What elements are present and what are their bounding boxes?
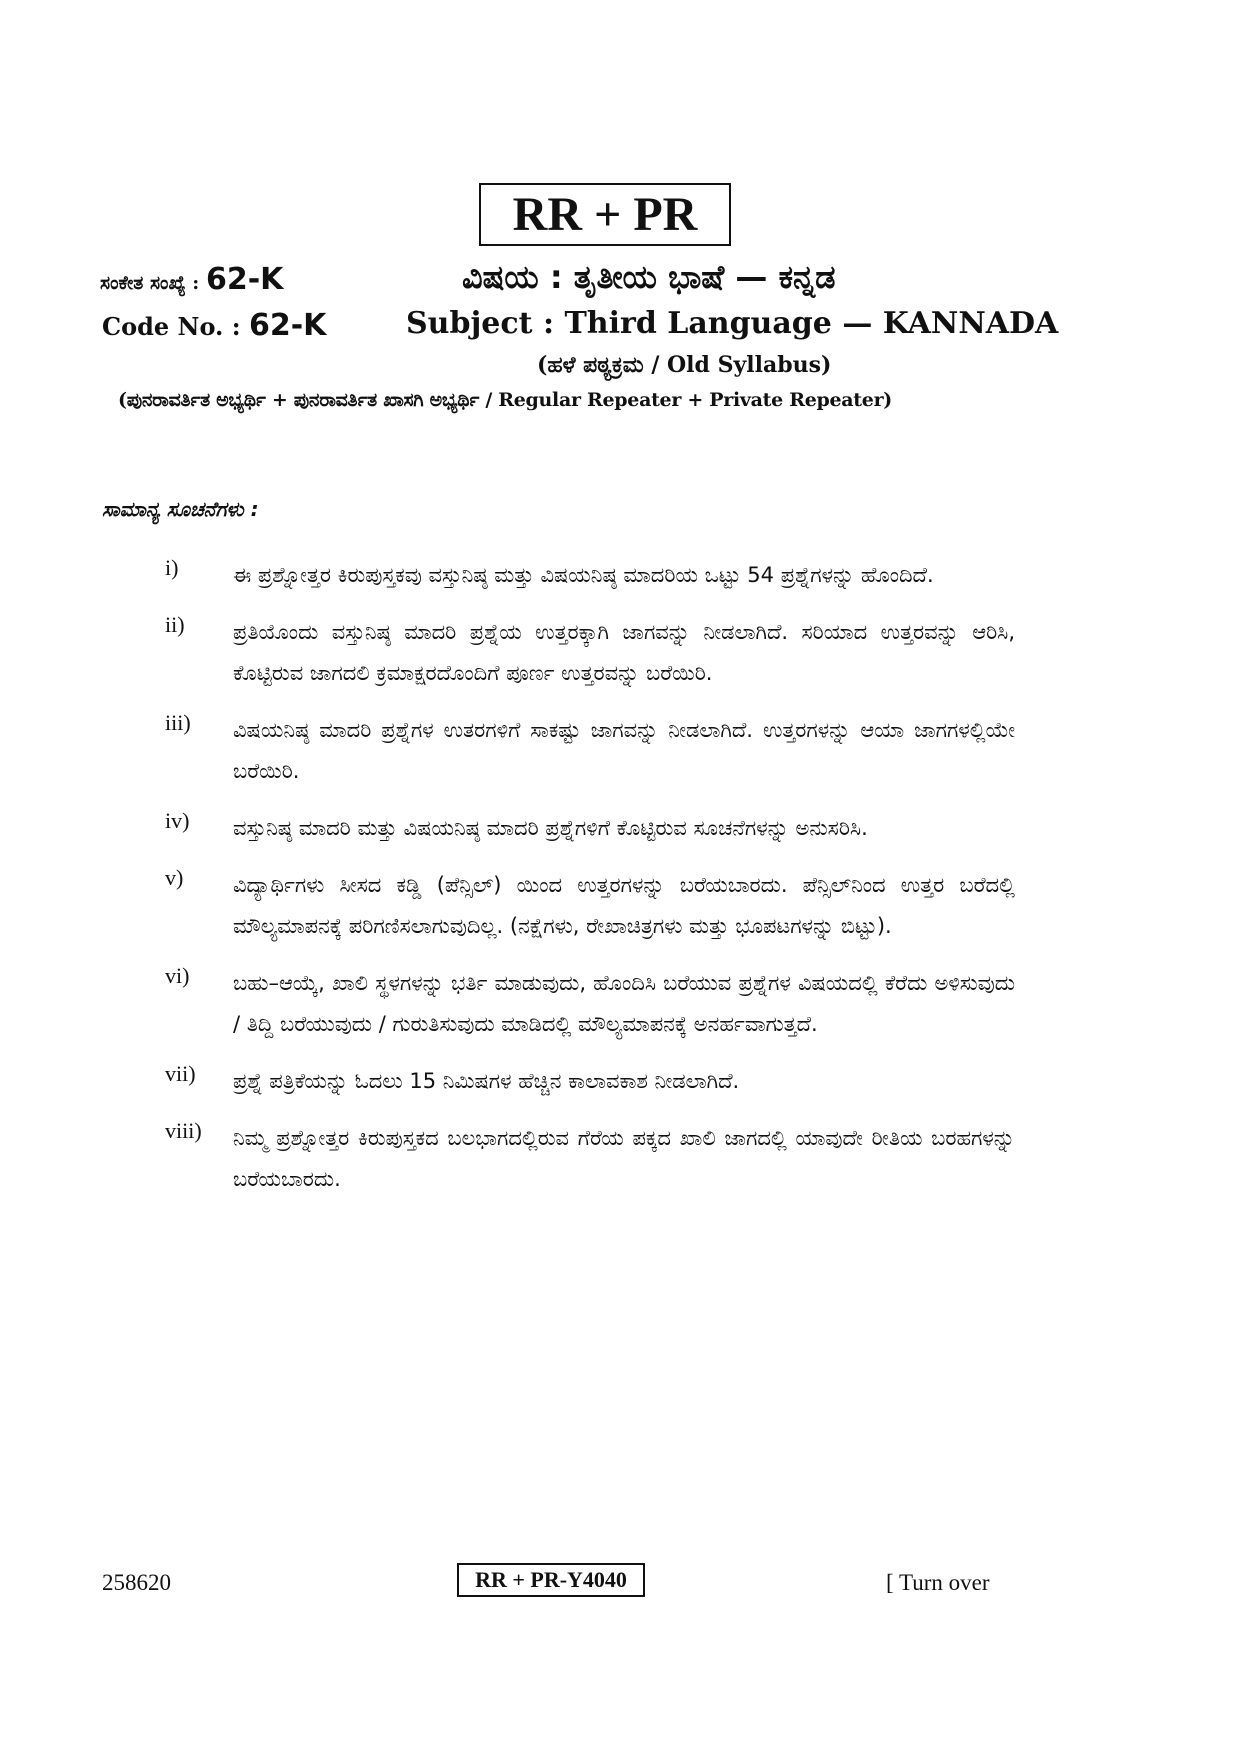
subject-kannada: ವಿಷಯ : ತೃತೀಯ ಭಾಷೆ — ಕನ್ನಡ — [462, 258, 836, 296]
code-number-english — [102, 308, 326, 343]
item-number: vii) — [165, 1061, 196, 1086]
footer-code-label: RR + PR-Y4040 — [475, 1567, 627, 1592]
code-value-kannada: 62-K — [205, 262, 284, 297]
item-text: ನಿಮ್ಮ ಪ್ರಶ್ನೋತ್ತರ ಕಿರುಪುಸ್ತಕದ ಬಲಭಾಗದಲ್ಲಿರುವ ಗೆರೆಯ ಪಕ್ಕದ ಖಾಲಿ ಜಾಗದಲ್ಲಿ ಯಾವುದೇ ರೀತಿಯ ಬರಹಗಳನ್ನು ಬರೆಯಬಾರದು. — [233, 1126, 1015, 1191]
code-label-english: Code No. : — [102, 312, 241, 341]
item-number: ii) — [165, 612, 185, 637]
candidate-type: (ಪುನರಾವರ್ತಿತ ಅಭ್ಯರ್ಥಿ + ಪುನರಾವರ್ತಿತ ಖಾಸಗಿ ಅಭ್ಯರ್ಥಿ / Regular Repeater + Private Repeater) — [118, 389, 892, 411]
syllabus-label: (ಹಳೆ ಪಠ್ಯಕ್ರಮ / Old Syllabus) — [537, 352, 832, 378]
item-text: ಪ್ರಶ್ನೆ ಪತ್ರಿಕೆಯನ್ನು ಓದಲು 15 ನಿಮಿಷಗಳ ಹೆಚ್ಚಿನ ಕಾಲಾವಕಾಶ ನೀಡಲಾಗಿದೆ. — [233, 1069, 740, 1093]
list-item — [165, 865, 1015, 947]
paper-category-box — [479, 183, 731, 246]
list-item — [165, 555, 1015, 596]
item-number: iii) — [165, 710, 191, 735]
item-text: ಈ ಪ್ರಶ್ನೋತ್ತರ ಕಿರುಪುಸ್ತಕವು ವಸ್ತುನಿಷ್ಠ ಮತ್ತು ವಿಷಯನಿಷ್ಠ ಮಾದರಿಯ ಒಟ್ಟು 54 ಪ್ರಶ್ನೆಗಳನ್ನು ಹೊಂದಿದೆ. — [233, 563, 934, 587]
list-item — [165, 612, 1015, 694]
item-text: ಪ್ರತಿಯೊಂದು ವಸ್ತುನಿಷ್ಠ ಮಾದರಿ ಪ್ರಶ್ನೆಯ ಉತ್ತರಕ್ಕಾಗಿ ಜಾಗವನ್ನು ನೀಡಲಾಗಿದೆ. ಸರಿಯಾದ ಉತ್ತರವನ್ನು ಆರಿಸಿ, ಕೊಟ್ಟಿರುವ ಜಾಗದಲಿ ಕ್ರಮಾಕ್ಷರದೊಂದಿಗೆ ಪೂರ್ಣ ಉತ್ತರವನ್ನು ಬರೆಯಿರಿ. — [233, 620, 1015, 685]
code-label-kannada: ಸಂಕೇತ ಸಂಖ್ಯೆ : — [100, 272, 200, 294]
list-item — [165, 1118, 1015, 1200]
code-number-kannada — [100, 262, 283, 297]
list-item — [165, 808, 1015, 849]
item-number: iv) — [165, 808, 190, 833]
list-item — [165, 1061, 1015, 1102]
item-number: viii) — [165, 1118, 202, 1143]
instructions-title: ಸಾಮಾನ್ಯ ಸೂಚನೆಗಳು : — [102, 497, 259, 521]
item-text: ಬಹು–ಆಯ್ಕೆ, ಖಾಲಿ ಸ್ಥಳಗಳನ್ನು ಭರ್ತಿ ಮಾಡುವುದು, ಹೊಂದಿಸಿ ಬರೆಯುವ ಪ್ರಶ್ನೆಗಳ ವಿಷಯದಲ್ಲಿ ಕೆರೆದು ಅಳಿಸುವುದು / ತಿದ್ದಿ ಬರೆಯುವುದು / ಗುರುತಿಸುವುದು ಮಾಡಿದಲ್ಲಿ ಮೌಲ್ಯಮಾಪನಕ್ಕೆ ಅನರ್ಹವಾಗುತ್ತದೆ. — [233, 971, 1015, 1036]
code-value-english: 62-K — [248, 308, 327, 343]
item-number: i) — [165, 555, 179, 580]
paper-category-label: RR + PR — [512, 188, 698, 241]
subject-english: Subject : Third Language — KANNADA — [406, 306, 1059, 341]
list-item — [165, 963, 1015, 1045]
item-text: ವಿದ್ಯಾರ್ಥಿಗಳು ಸೀಸದ ಕಡ್ಡಿ (ಪೆನ್ಸಿಲ್) ಯಿಂದ ಉತ್ತರಗಳನ್ನು ಬರೆಯಬಾರದು. ಪೆನ್ಸಿಲ್‌ನಿಂದ ಉತ್ತರ ಬರೆದಲ್ಲಿ ಮೌಲ್ಯಮಾಪನಕ್ಕೆ ಪರಿಗಣಿಸಲಾಗುವುದಿಲ್ಲ. (ನಕ್ಷೆಗಳು, ರೇಖಾಚಿತ್ರಗಳು ಮತ್ತು ಭೂಪಟಗಳನ್ನು ಬಿಟ್ಟು). — [233, 873, 1015, 938]
item-number: vi) — [165, 963, 190, 988]
list-item — [165, 710, 1015, 792]
footer-code-box — [457, 1563, 645, 1597]
footer-serial-number: 258620 — [102, 1570, 171, 1595]
instructions-list — [165, 555, 1015, 1216]
item-text: ವಿಷಯನಿಷ್ಠ ಮಾದರಿ ಪ್ರಶ್ನೆಗಳ ಉತರಗಳಿಗೆ ಸಾಕಷ್ಟು ಜಾಗವನ್ನು ನೀಡಲಾಗಿದೆ. ಉತ್ತರಗಳನ್ನು ಆಯಾ ಜಾಗಗಳಲ್ಲಿಯೇ ಬರೆಯಿರಿ. — [233, 718, 1015, 783]
item-number: v) — [165, 865, 184, 890]
turn-over-label: [ Turn over — [886, 1570, 990, 1595]
item-text: ವಸ್ತುನಿಷ್ಠ ಮಾದರಿ ಮತ್ತು ವಿಷಯನಿಷ್ಠ ಮಾದರಿ ಪ್ರಶ್ನೆಗಳಿಗೆ ಕೊಟ್ಟಿರುವ ಸೂಚನೆಗಳನ್ನು ಅನುಸರಿಸಿ. — [233, 816, 868, 840]
